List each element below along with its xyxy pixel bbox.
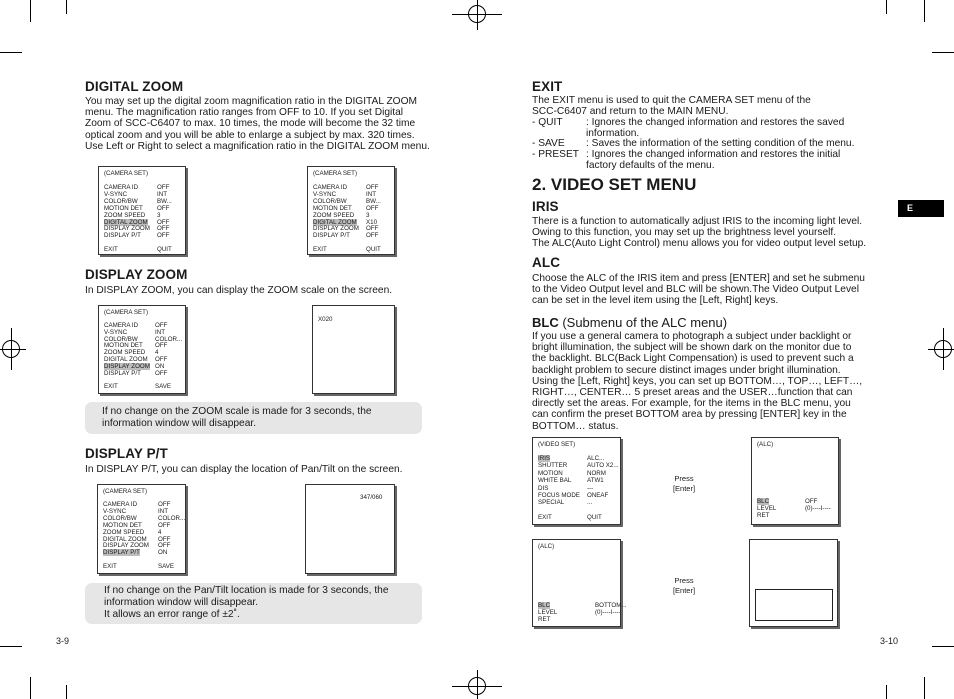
menu-item-value: OFF	[366, 204, 379, 212]
menu-item-label: EXIT	[313, 246, 327, 254]
blc-bottom-area	[755, 589, 833, 621]
menu-item-value: INT	[155, 328, 165, 336]
screen-title: (VIDEO SET)	[538, 441, 576, 448]
menu-item-label: DIGITAL ZOOM	[103, 535, 147, 543]
menu-item-value: ALC...	[587, 455, 605, 462]
menu-item-label: DIGITAL ZOOM	[104, 356, 148, 363]
menu-item-label: SHUTTER	[538, 462, 568, 470]
alc-text: Choose the ALC of the IRIS item and press [ENTER] and set he submenu to the Video Output level and BLC will be shown.The Video Output Level can be set in the level item using the [Left, Right] keys.	[532, 273, 865, 307]
menu-item-value: (0)----I----	[595, 609, 621, 616]
display-pt-text: In DISPLAY P/T, you can display the location of Pan/Tilt on the screen.	[85, 464, 403, 475]
menu-item-label: ZOOM SPEED	[103, 528, 145, 536]
menu-item-label: MOTION DET	[103, 521, 142, 529]
crop-mark	[924, 0, 925, 22]
menu-item-label: DISPLAY P/T	[104, 369, 141, 377]
menu-item-label: COLOR/BW	[313, 197, 347, 205]
camera-set-screen	[307, 166, 395, 255]
crop-mark	[452, 14, 502, 15]
camera-set-screen	[98, 166, 186, 255]
pan-tilt-value: 347/060	[360, 494, 383, 501]
menu-item-label: BLC	[757, 498, 770, 505]
blc-area-screen	[749, 539, 838, 627]
alc-screen	[751, 437, 839, 525]
menu-item-label: COLOR/BW	[103, 514, 137, 522]
menu-row	[104, 369, 168, 377]
exit-quit-item: - QUIT : Ignores the changed information and restores the saved information.	[532, 117, 845, 139]
menu-item-value: OFF	[155, 369, 168, 377]
crop-mark	[30, 0, 31, 22]
menu-row	[757, 512, 769, 519]
crop-mark	[928, 349, 954, 350]
zoom-scale-screen	[312, 305, 395, 394]
menu-item-label: V-SYNC	[103, 507, 127, 515]
menu-row	[313, 232, 379, 240]
menu-item-value: BOTTOM...	[595, 602, 627, 609]
digital-zoom-text: You may set up the digital zoom magnification ratio in the DIGITAL ZOOM menu. The magnification ratio ranges from OFF to 10. If you set Digital Zoom of SCC-C6407 to max. 10 times, the mode will become the 32 time optical zoom and you will be able to enlarge a subject by max. 320 times. Use Left or Right to select a magnification ratio in the DIGITAL ZOOM menu.	[85, 96, 430, 152]
menu-item-value: ON	[158, 549, 168, 557]
language-tab: E	[898, 200, 944, 217]
menu-item-label: ZOOM SPEED	[104, 211, 146, 219]
menu-item-label: RET	[757, 512, 770, 519]
menu-item-value: ON	[155, 362, 165, 370]
menu-item-value: COLOR...	[158, 514, 186, 522]
crop-mark	[886, 685, 887, 699]
video-set-menu-title: 2. VIDEO SET MENU	[532, 175, 697, 194]
menu-item-value: NORM	[587, 469, 606, 477]
menu-row	[104, 232, 170, 240]
menu-item-value: ---	[587, 484, 594, 492]
screen-title: (CAMERA SET)	[103, 488, 148, 495]
menu-item-value: OFF	[158, 521, 171, 529]
screen-title: (CAMERA SET)	[104, 170, 149, 177]
crop-mark	[66, 685, 67, 699]
video-set-screen	[532, 437, 621, 525]
screen-title: (CAMERA SET)	[104, 309, 149, 316]
menu-item-label: CAMERA ID	[104, 184, 139, 191]
crop-mark	[943, 328, 944, 370]
menu-item-label: SPECIAL	[538, 499, 565, 507]
menu-item-label: V-SYNC	[104, 190, 128, 198]
menu-row	[103, 549, 168, 557]
menu-item-label: DISPLAY ZOOM	[313, 225, 359, 233]
menu-row	[538, 477, 604, 485]
menu-item-label: MOTION DET	[104, 204, 143, 212]
menu-row	[538, 455, 605, 462]
crop-mark	[932, 52, 954, 53]
menu-item-value: (0)----I----	[805, 505, 831, 512]
menu-item-label: LEVEL	[757, 505, 777, 512]
menu-item-value: COLOR...	[155, 335, 183, 343]
menu-row	[538, 462, 619, 470]
menu-item-value: X10	[366, 218, 378, 226]
menu-item-label: DIGITAL ZOOM	[313, 218, 357, 226]
menu-item-label: COLOR/BW	[104, 335, 138, 343]
menu-item-label: DISPLAY ZOOM	[104, 225, 150, 233]
menu-item-value: 4	[158, 528, 162, 536]
display-pt-heading: DISPLAY P/T	[85, 446, 168, 461]
menu-row	[538, 609, 621, 616]
crop-mark	[886, 0, 887, 14]
display-zoom-text: In DISPLAY ZOOM, you can display the ZOOM scale on the screen.	[85, 285, 393, 296]
menu-item-value: AUTO X2...	[587, 462, 619, 470]
menu-item-label: V-SYNC	[313, 190, 337, 198]
menu-item-label: COLOR/BW	[104, 197, 138, 205]
screen-title: (ALC)	[757, 441, 774, 448]
menu-item-label: EXIT	[104, 246, 118, 254]
menu-item-label: MOTION DET	[104, 342, 143, 350]
menu-item-label: EXIT	[103, 563, 117, 571]
menu-item-label: DIGITAL ZOOM	[104, 218, 148, 226]
alc-heading: ALC	[532, 255, 561, 270]
crop-mark	[0, 349, 26, 350]
menu-item-label: LEVEL	[538, 609, 558, 616]
alc-blc-screen	[532, 539, 627, 627]
menu-row	[538, 602, 627, 609]
menu-item-label: RET	[538, 616, 551, 623]
menu-row	[538, 492, 609, 499]
menu-item-value: ATW1	[587, 477, 604, 485]
menu-item-label: DISPLAY ZOOM	[103, 542, 149, 550]
menu-row	[104, 246, 172, 254]
crop-mark	[924, 677, 925, 699]
page-number-right: 3-10	[880, 636, 899, 646]
menu-row	[538, 484, 594, 492]
blc-heading: BLC (Submenu of the ALC menu)	[532, 315, 728, 330]
menu-item-label: DISPLAY P/T	[104, 232, 141, 240]
menu-item-value: BW...	[157, 197, 172, 205]
menu-item-label: ZOOM SPEED	[313, 211, 355, 219]
iris-heading: IRIS	[532, 199, 559, 214]
menu-item-value: 4	[155, 349, 159, 357]
digital-zoom-heading: DIGITAL ZOOM	[85, 79, 184, 94]
menu-item-label: DISPLAY ZOOM	[104, 362, 150, 370]
menu-item-label: DIS	[538, 484, 549, 492]
press-enter-label: Press [Enter]	[672, 576, 696, 595]
camera-set-screen	[97, 484, 186, 574]
menu-item-label: CAMERA ID	[313, 184, 348, 191]
menu-item-value: INT	[158, 507, 168, 515]
menu-item-value: QUIT	[157, 246, 172, 254]
crop-mark	[11, 328, 12, 370]
crop-mark	[477, 0, 478, 30]
menu-item-label: DISPLAY P/T	[103, 549, 140, 557]
crop-mark	[66, 0, 67, 14]
menu-item-value: QUIT	[366, 246, 381, 254]
screen-title: (CAMERA SET)	[313, 170, 358, 177]
menu-item-value: BW...	[366, 197, 381, 205]
display-zoom-note: If no change on the ZOOM scale is made for 3 seconds, the information window will disappear.	[85, 402, 422, 434]
camera-set-screen	[98, 305, 186, 394]
menu-item-label: MOTION	[538, 469, 563, 477]
menu-item-value: OFF	[366, 232, 379, 240]
crop-mark	[477, 670, 478, 699]
display-pt-note: If no change on the Pan/Tilt location is made for 3 seconds, the information window will disappear. It allows an error range of ±2˚.	[85, 583, 422, 624]
menu-item-value: INT	[157, 190, 167, 198]
menu-item-value: SAVE	[155, 383, 172, 391]
menu-row	[538, 616, 550, 623]
menu-row	[538, 499, 593, 507]
menu-item-value: 3	[366, 211, 370, 219]
zoom-scale-value: X020	[318, 316, 333, 323]
crop-mark	[452, 686, 502, 687]
screen-title: (ALC)	[538, 543, 555, 550]
exit-save-item: - SAVE : Saves the information of the setting condition of the menu.	[532, 138, 855, 149]
menu-item-value: OFF	[157, 232, 170, 240]
menu-item-label: EXIT	[538, 514, 552, 522]
menu-item-value: OFF	[157, 225, 170, 233]
iris-text: There is a function to automatically adjust IRIS to the incoming light level. Owing to this function, you may set up the brightness level yourself. The ALC(Auto Light Control) menu allows you for video output level setup.	[532, 216, 867, 250]
menu-item-label: V-SYNC	[104, 328, 128, 336]
menu-row	[538, 469, 606, 477]
menu-row	[104, 383, 172, 391]
menu-item-value: OFF	[805, 498, 818, 505]
menu-item-value: ...	[587, 499, 593, 507]
menu-item-value: OFF	[155, 356, 168, 363]
menu-item-value: OFF	[158, 542, 171, 550]
exit-preset-item: - PRESET : Ignores the changed information and restores the initial factory defaults of the menu.	[532, 149, 841, 171]
exit-heading: EXIT	[532, 79, 563, 94]
menu-item-value: INT	[366, 190, 376, 198]
menu-item-label: CAMERA ID	[103, 501, 138, 508]
menu-item-label: DISPLAY P/T	[313, 232, 350, 240]
page-number-left: 3-9	[56, 636, 70, 646]
menu-item-label: IRIS	[538, 455, 551, 462]
menu-item-label: ZOOM SPEED	[104, 349, 146, 357]
menu-item-label: MOTION DET	[313, 204, 352, 212]
menu-item-value: OFF	[157, 184, 170, 191]
menu-item-value: QUIT	[587, 514, 602, 522]
menu-item-value: OFF	[158, 501, 171, 508]
menu-row	[757, 498, 818, 505]
menu-item-value: SAVE	[158, 563, 175, 571]
menu-item-label: FOCUS MODE	[538, 492, 580, 499]
menu-item-value: OFF	[157, 218, 170, 226]
pan-tilt-screen	[305, 484, 395, 574]
crop-mark	[932, 646, 954, 647]
display-zoom-heading: DISPLAY ZOOM	[85, 267, 188, 282]
menu-item-value: ONEAF	[587, 492, 609, 499]
menu-item-label: CAMERA ID	[104, 322, 139, 329]
menu-item-value: OFF	[157, 204, 170, 212]
menu-row	[313, 246, 381, 254]
crop-mark	[0, 646, 22, 647]
menu-row	[538, 514, 602, 522]
menu-item-value: OFF	[155, 342, 168, 350]
menu-item-value: OFF	[155, 322, 168, 329]
crop-mark	[30, 677, 31, 699]
menu-item-value: 3	[157, 211, 161, 219]
exit-text: The EXIT menu is used to quit the CAMERA SET menu of the SCC-C6407 and return to the MAIN MENU.	[532, 95, 811, 118]
menu-item-label: BLC	[538, 602, 551, 609]
blc-text: If you use a general camera to photograph a subject under backlight or bright illumination, the subject will be shown dark on the monitor due to the backlight. BLC(Back Light Compensation) is used to prevent such a backlight problem to secure distinct images under bright illumination. Using the [Left, Right] keys, you can set up BOTTOM…, TOP…, LEFT…, RIGHT…, CENTER… 5 preset areas and the USER…function that can directly set the areas. For example, for the items in the BLC menu, you can confirm the preset BOTTOM area by pressing [ENTER] key in the BOTTOM… status.	[532, 331, 863, 432]
crop-mark	[0, 52, 22, 53]
menu-row	[757, 505, 831, 512]
press-enter-label: Press [Enter]	[672, 474, 696, 493]
menu-row	[103, 563, 175, 571]
menu-item-label: EXIT	[104, 383, 118, 391]
menu-item-value: OFF	[366, 184, 379, 191]
menu-item-value: OFF	[366, 225, 379, 233]
menu-item-label: WHITE BAL	[538, 477, 572, 485]
menu-item-value: OFF	[158, 535, 171, 543]
